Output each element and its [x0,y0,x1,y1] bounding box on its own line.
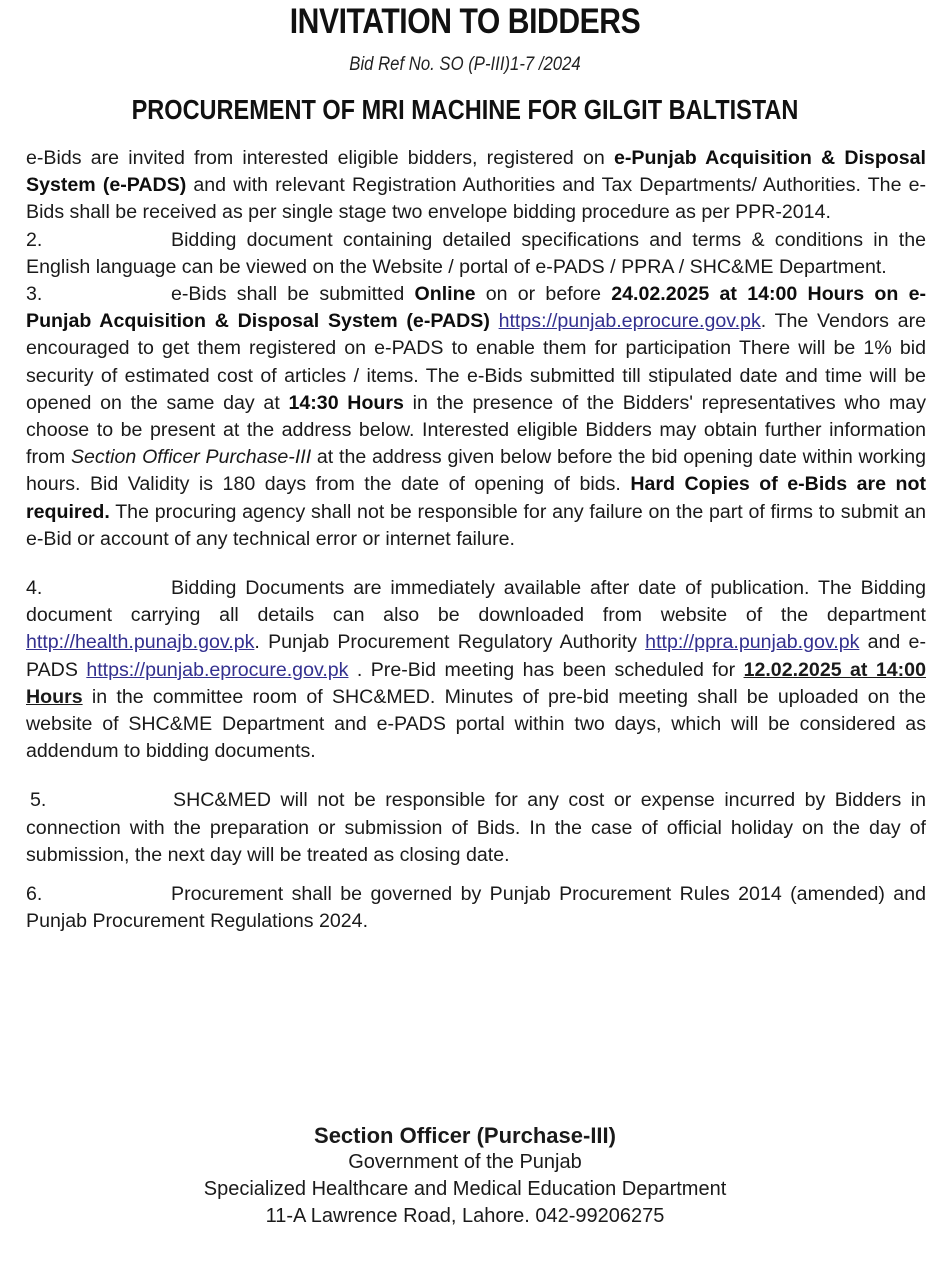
signature-address: 11-A Lawrence Road, Lahore. 042-99206275 [265,1205,665,1227]
p3-text-4: in the presence of the Bidders' representatives who may choose to be present at the address below. Interested eligible Bidders may obtain further information from [26,391,927,469]
ppra-link[interactable]: http://ppra.punjab.gov.pk [645,631,860,654]
p1-bold-epads: e-Punjab Acquisition & Disposal System (e-PADS) [26,147,927,197]
paragraph-3 [26,281,926,553]
notice-body [26,145,926,935]
p3-text-1: e-Bids shall be submitted [171,283,415,306]
epads-link-2[interactable]: https://punjab.eprocure.gov.pk [86,658,349,681]
p4-text-2: . Punjab Procurement Regulatory Authority [254,631,646,654]
p4-number: 4. [26,577,43,600]
paragraph-5 [26,787,926,869]
p1-text-1: e-Bids are invited from interested eligible bidders, registered on [26,147,614,169]
p5-text-1: SHC&MED will not be responsible for any cost or expense incurred by Bidders in connection with the preparation or submission of Bids. In the case of official holiday on the day of submission, the next day will be treated as closing date. [26,789,926,866]
p3-bold-online: Online [414,283,476,306]
p4-text-3: and e-PADS [26,631,926,681]
p3-bold-deadline: 24.02.2025 at 14:00 Hours on e-Punjab Acquisition & Disposal System (e-PADS) [26,283,926,333]
p3-text-5: at the address given below before the bid opening date within working hours. Bid Validity is 180 days from the date of opening of bids. [26,446,926,496]
signature-block [0,1122,930,1230]
procurement-subtitle: PROCUREMENT OF MRI MACHINE FOR GILGIT BALTISTAN [131,94,799,125]
p1-text-2: and with relevant Registration Authorities and Tax Departments/ Authorities. The e-Bids shall be received as per single stage two envelope bidding procedure as per PPR-2014. [26,174,926,224]
paragraph-1 [26,145,926,227]
signature-government: Government of the Punjab [348,1151,582,1173]
p4-text-4: . Pre-Bid meeting has been scheduled for [348,658,744,681]
p5-number: 5. [30,789,47,812]
health-dept-link[interactable]: http://health.punajb.gov.pk [26,631,255,654]
p6-number: 6. [26,883,43,906]
p3-text-3: . The Vendors are encouraged to get them registered on e-PADS to enable them for participation There will be 1% bid security of estimated cost of articles / items. The e-Bids submitted till stipulated date and time will be opened on the same day at [26,310,926,414]
p2-number: 2. [26,228,43,251]
paragraph-2 [26,227,926,281]
signature-officer: Section Officer (Purchase-III) [314,1123,616,1148]
p3-text-2: on or before [475,283,612,306]
p6-text-1: Procurement shall be governed by Punjab Procurement Rules 2014 (amended) and Punjab Procurement Regulations 2024. [26,883,926,933]
paragraph-4 [26,575,926,765]
p4-text-5: in the committee room of SHC&MED. Minutes of pre-bid meeting shall be uploaded on the website of SHC&ME Department and e-PADS portal within two days, which will be considered as addendum to bidding documents. [26,685,926,763]
bid-reference: Bid Ref No. SO (P-III)1-7 /2024 [349,54,581,75]
p3-bold-hard-copies: Hard Copies of e-Bids are not required. [26,473,926,523]
signature-department: Specialized Healthcare and Medical Education Department [203,1178,727,1200]
p3-text-6: The procuring agency shall not be responsible for any failure on the part of firms to submit an e-Bid or account of any technical error or internet failure. [26,500,926,550]
paragraph-6 [26,881,926,935]
epads-link[interactable]: https://punjab.eprocure.gov.pk [498,310,761,333]
p3-bold-opening-time: 14:30 Hours [288,391,404,414]
p4-prebid-date: 12.02.2025 at 14:00 Hours [26,658,926,708]
p4-text-1: Bidding Documents are immediately available after date of publication. The Bidding document carrying all details can also be downloaded from website of the department [26,577,926,627]
p2-text-1: Bidding document containing detailed specifications and terms & conditions in the English language can be viewed on the Website / portal of e-PADS / PPRA / SHC&ME Department. [26,228,926,278]
page-title: INVITATION TO BIDDERS [289,2,641,41]
p3-italic-officer: Section Officer Purchase-III [70,446,312,469]
p3-number: 3. [26,283,43,306]
